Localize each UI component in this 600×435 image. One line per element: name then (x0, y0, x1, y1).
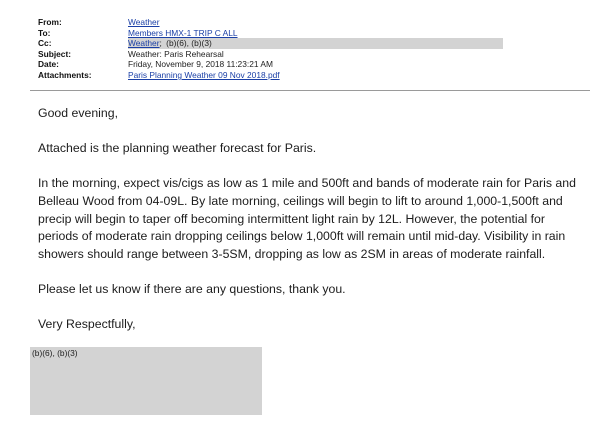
subject-label: Subject: (38, 48, 72, 59)
cc-link[interactable]: Weather (128, 37, 160, 48)
signature-redaction-box (30, 347, 262, 415)
from-link[interactable]: Weather (128, 17, 160, 27)
cc-label: Cc: (38, 38, 52, 49)
body-paragraph-forecast: In the morning, expect vis/cigs as low as 1 mile and 500ft and bands of moderate rain for Paris and Belleau Wood from 04-09L. By late morning, ceilings will begin to lift to around 1,000-1,500ft and precip will begin to taper off becoming intermittent light rain by 12L. However, the potential for periods of moderate rain dropping ceilings below 1,000ft will remain until mid-day. Visibility in rain showers should range between 3-5SM, dropping as low as 2SM in areas of moderate rainfall. (38, 176, 576, 261)
to-label: To: (38, 27, 51, 38)
closing: Very Respectfully, (38, 317, 136, 332)
email-header (38, 17, 578, 81)
from-row (38, 17, 578, 28)
attachment-link[interactable]: Paris Planning Weather 09 Nov 2018.pdf (128, 69, 280, 80)
greeting: Good evening, (38, 106, 118, 120)
subject-row (38, 49, 578, 60)
email-body (38, 105, 586, 351)
to-row (38, 28, 578, 39)
header-divider (30, 90, 590, 91)
date-row (38, 59, 578, 70)
date-label: Date: (38, 59, 59, 70)
cc-row (38, 38, 578, 49)
to-link[interactable]: Members HMX-1 TRIP C ALL (128, 27, 238, 38)
signature-redaction-text: (b)(6), (b)(3) (32, 348, 78, 358)
date-value: Friday, November 9, 2018 11:23:21 AM (128, 59, 273, 70)
cc-redaction-box: Weather; (b)(6), (b)(3) (128, 38, 503, 49)
attachments-row (38, 70, 578, 81)
from-label: From: (38, 17, 62, 27)
attachments-label: Attachments: (38, 69, 92, 80)
body-paragraph-questions: Please let us know if there are any questions, thank you. (38, 281, 346, 296)
subject-value: Weather: Paris Rehearsal (128, 48, 224, 59)
cc-value (128, 38, 503, 49)
cc-redaction-text: (b)(6), (b)(3) (166, 37, 212, 48)
body-paragraph-intro: Attached is the planning weather forecast for Paris. (38, 141, 317, 156)
